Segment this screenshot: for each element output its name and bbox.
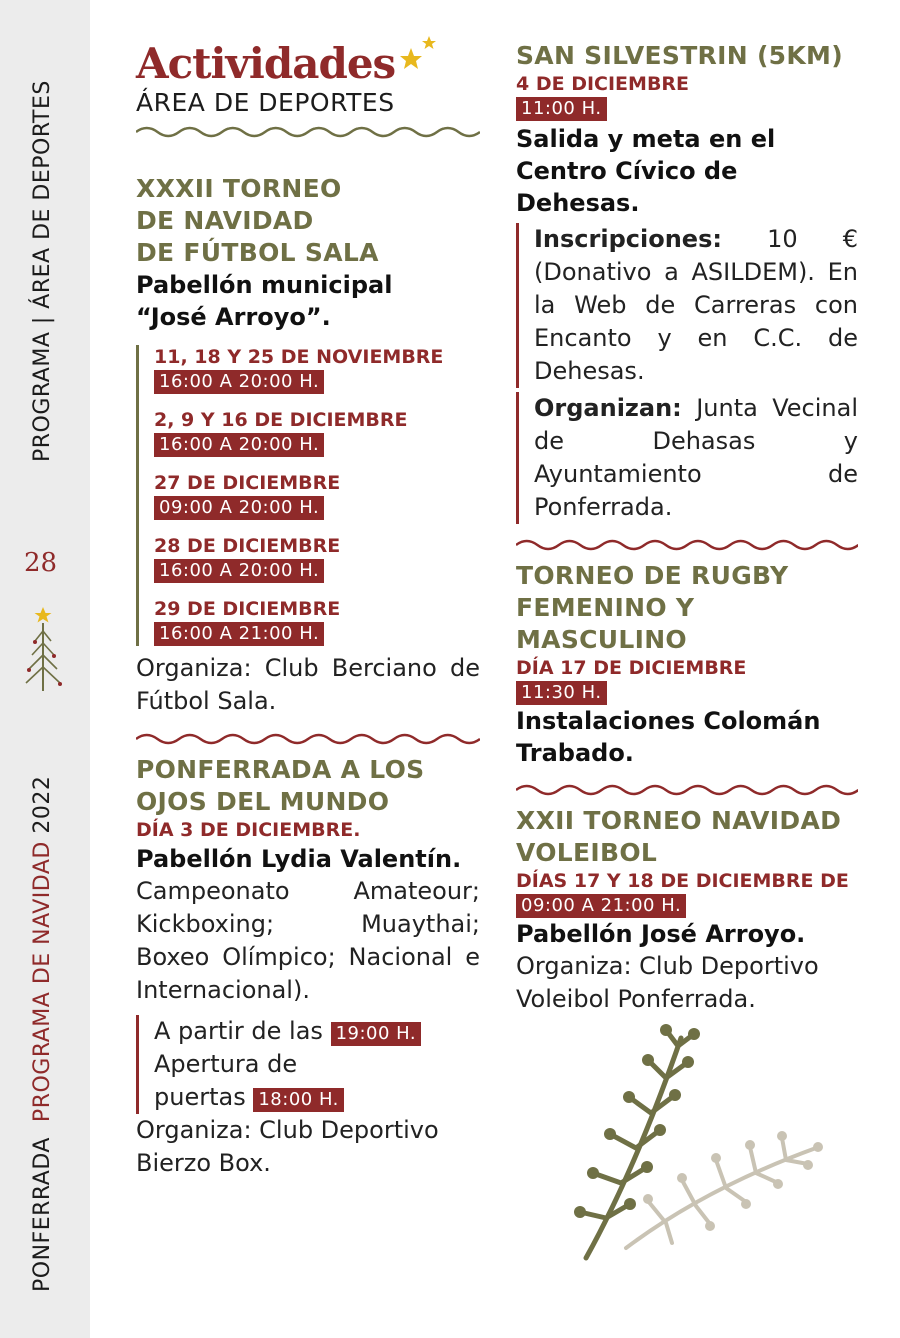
title-text: Actividades	[136, 39, 396, 88]
slot-hours: 09:00 A 20:00 H.	[154, 496, 324, 520]
venue-line: “José Arroyo”.	[136, 303, 331, 331]
ponferrada-times	[136, 1015, 480, 1114]
wave-divider	[136, 125, 480, 139]
slot-date: 2, 9 Y 16 DE DICIEMBRE	[154, 409, 408, 431]
futbol-schedule	[136, 345, 480, 646]
futbol-organizer: Organiza: Club Berciano de Fútbol Sala.	[136, 654, 480, 715]
voleibol-heading	[516, 805, 858, 869]
sidebar	[0, 0, 90, 1338]
rugby-heading-line: FEMENINO Y	[516, 593, 695, 622]
voleibol-organizer: Organiza: Club Deportivo Voleibol Ponferrada.	[516, 952, 819, 1013]
organizan-body: Junta Vecinal de Dehasas y Ayuntamiento de Ponferrada.	[534, 394, 858, 521]
ponferrada-date: DÍA 3 DE DICIEMBRE.	[136, 819, 361, 841]
silvestrin-inscripciones	[516, 223, 858, 388]
slot-date: 27 DE DICIEMBRE	[154, 472, 341, 494]
slot-date: 11, 18 Y 25 DE NOVIEMBRE	[154, 346, 444, 368]
venue-line: Pabellón municipal	[136, 271, 393, 299]
doors-label-2: puertas	[154, 1083, 246, 1111]
doors-label: Apertura de	[154, 1050, 298, 1078]
rugby-heading	[516, 560, 858, 656]
rugby-date: DÍA 17 DE DICIEMBRE	[516, 657, 747, 679]
ponferrada-description: Campeonato Amateour; Kickboxing; Muaythai; Boxeo Olímpico; Nacional e Internacional).	[136, 877, 480, 1004]
ponferrada-heading-line: PONFERRADA A LOS	[136, 755, 425, 784]
futbol-venue	[136, 269, 480, 333]
slot-date: 29 DE DICIEMBRE	[154, 598, 341, 620]
page-number: 28	[24, 548, 58, 578]
page-title	[136, 40, 395, 88]
sidebar-city: PONFERRADA	[30, 1137, 55, 1292]
silvestrin-hour: 11:00 H.	[516, 97, 607, 121]
slot-hours: 16:00 A 21:00 H.	[154, 622, 324, 646]
ponferrada-venue: Pabellón Lydia Valentín.	[136, 845, 462, 873]
rugby-hour: 11:30 H.	[516, 681, 607, 705]
pine-branch-icon	[566, 1018, 836, 1268]
sidebar-program-label	[30, 776, 55, 1292]
voleibol-heading-line: XXII TORNEO NAVIDAD	[516, 806, 842, 835]
start-hour: 19:00 H.	[331, 1022, 422, 1046]
voleibol-hours: 09:00 A 21:00 H.	[516, 894, 686, 918]
schedule-slot	[154, 471, 480, 520]
right-column	[516, 40, 858, 1016]
organizan-label: Organizan:	[534, 394, 682, 422]
sidebar-year: 2022	[30, 775, 55, 834]
inscripciones-body: 10 € (Donativo a ASILDEM). En la Web de Carreras con Encanto y en C.C. de Dehesas.	[534, 225, 858, 385]
voleibol-venue: Pabellón José Arroyo.	[516, 920, 806, 948]
christmas-tree-icon	[20, 605, 66, 695]
silvestrin-date: 4 DE DICIEMBRE	[516, 73, 690, 95]
left-column	[136, 40, 480, 1180]
sidebar-program: PROGRAMA DE NAVIDAD	[30, 841, 55, 1123]
wave-divider	[516, 538, 858, 552]
futbol-heading	[136, 173, 480, 269]
slot-hours: 16:00 A 20:00 H.	[154, 559, 324, 583]
stars-icon	[397, 34, 439, 74]
page-subtitle: ÁREA DE DEPORTES	[136, 88, 395, 117]
organizan-text	[534, 392, 858, 524]
slot-date: 28 DE DICIEMBRE	[154, 535, 341, 557]
silvestrin-organizan	[516, 392, 858, 524]
rugby-venue: Instalaciones Colomán Trabado.	[516, 707, 821, 767]
inscripciones-text	[534, 223, 858, 388]
silvestrin-venue: Salida y meta en el Centro Cívico de Dehesas.	[516, 125, 776, 217]
futbol-heading-line: DE NAVIDAD	[136, 206, 314, 235]
rugby-heading-line: MASCULINO	[516, 625, 687, 654]
voleibol-date: DÍAS 17 Y 18 DE DICIEMBRE DE	[516, 870, 849, 892]
schedule-slot	[154, 597, 480, 646]
rugby-heading-line: TORNEO DE RUGBY	[516, 561, 789, 590]
start-time-line	[154, 1015, 480, 1048]
wave-divider	[136, 732, 480, 746]
sidebar-section-label: PROGRAMA | ÁREA DE DEPORTES	[30, 80, 55, 462]
slot-hours: 16:00 A 20:00 H.	[154, 370, 324, 394]
ponferrada-organizer: Organiza: Club Deportivo Bierzo Box.	[136, 1116, 439, 1177]
start-label: A partir de las	[154, 1017, 323, 1045]
slot-hours: 16:00 A 20:00 H.	[154, 433, 324, 457]
silvestrin-heading: SAN SILVESTRIN (5KM)	[516, 41, 843, 70]
wave-divider	[516, 783, 858, 797]
doors-time-line	[154, 1081, 480, 1114]
schedule-slot	[154, 534, 480, 583]
futbol-heading-line: DE FÚTBOL SALA	[136, 238, 379, 267]
schedule-slot	[154, 408, 480, 457]
ponferrada-heading	[136, 754, 480, 818]
futbol-heading-line: XXXII TORNEO	[136, 174, 342, 203]
doors-hour: 18:00 H.	[253, 1088, 344, 1112]
schedule-slot	[154, 345, 480, 394]
inscripciones-label: Inscripciones:	[534, 225, 722, 253]
ponferrada-heading-line: OJOS DEL MUNDO	[136, 787, 390, 816]
voleibol-heading-line: VOLEIBOL	[516, 838, 658, 867]
